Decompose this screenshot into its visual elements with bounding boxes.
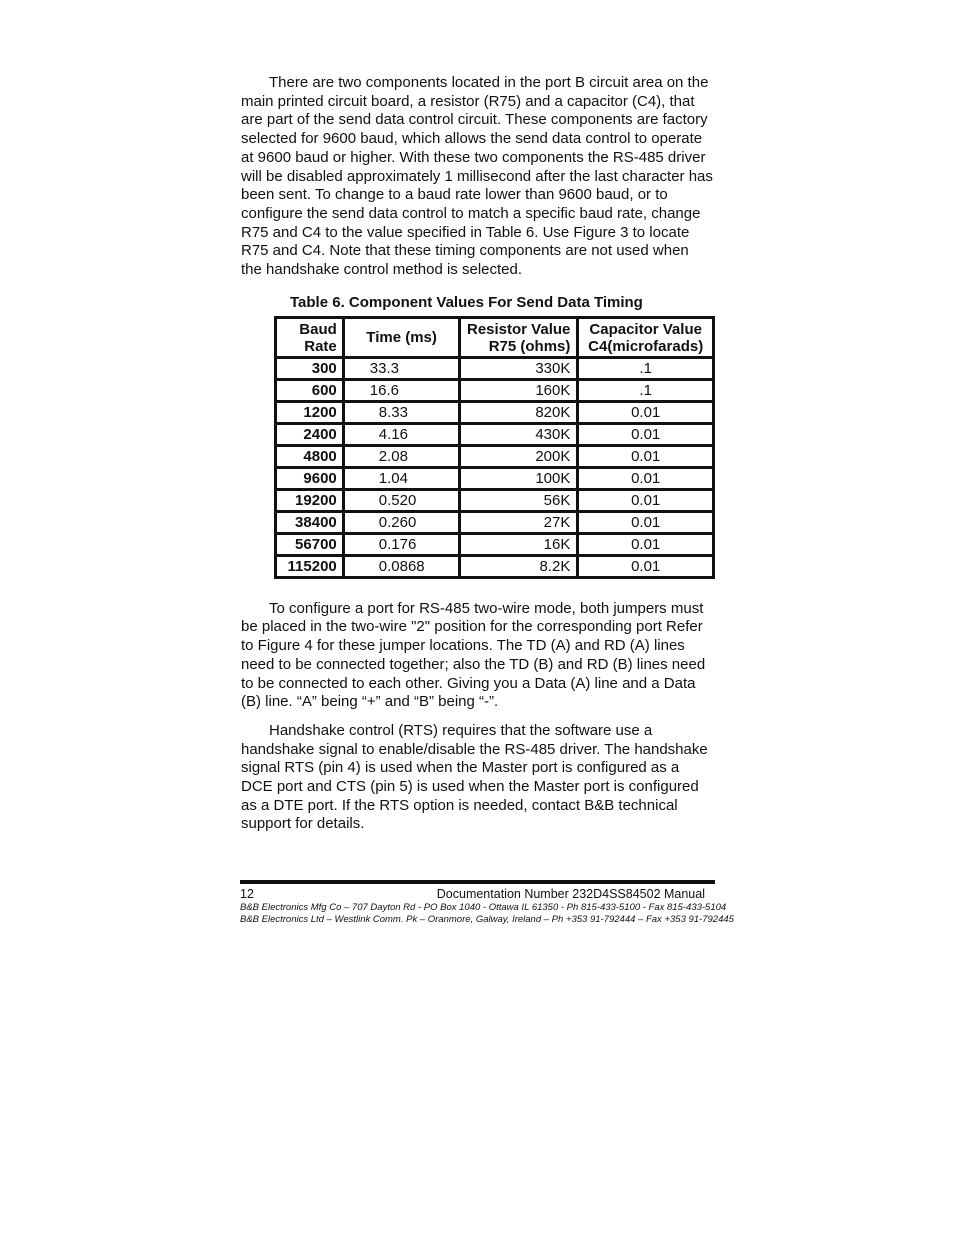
table-row bbox=[276, 533, 714, 555]
two-wire-paragraph: To configure a port for RS-485 two-wire mode, both jumpers must be placed in the two-wire "2" position for the corresponding port Refer to Figure 4 for these jumper locations. The TD (A) and RD (A) lines need to be connected together; also the TD (B) and RD (B) lines need to be connected to each other. Giving you a Data (A) line and a Data (B) line. “A” being “+” and “B” being “-”. bbox=[241, 599, 706, 711]
cell-capacitor: 0.01 bbox=[578, 533, 714, 555]
handshake-paragraph: Handshake control (RTS) requires that the software use a handshake signal to enable/disable the RS-485 driver. The handshake signal RTS (pin 4) is used when the Master port is configured as a DCE port and CTS (pin 5) is used when the Master port is configured as a DTE port. If the RTS option is needed, contact B&B technical support for details. bbox=[241, 721, 708, 833]
cell-baud: 1200 bbox=[276, 401, 344, 423]
cell-baud: 4800 bbox=[276, 445, 344, 467]
cell-time: 2.08 bbox=[343, 445, 460, 467]
cell-capacitor: 0.01 bbox=[578, 511, 714, 533]
footer-top-row bbox=[240, 887, 715, 902]
intro-paragraph: There are two components located in the port B circuit area on the main printed circuit board, a resistor (R75) and a capacitor (C4), that are part of the send data control circuit. These components are factory selected for 9600 baud, which allows the send data control to operate at 9600 baud or higher. With these two components the RS-485 driver will be disabled approximately 1 millisecond after the last character has been sent. To change to a baud rate lower than 9600 baud, or to configure the send data control to match a specific baud rate, change R75 and C4 to the value specified in Table 6. Use Figure 3 to locate R75 and C4. Note that these timing components are not used when the handshake control method is selected. bbox=[241, 74, 713, 279]
cell-time: 1.04 bbox=[343, 467, 460, 489]
cell-baud: 19200 bbox=[276, 489, 344, 511]
header-baud-line2: Rate bbox=[304, 337, 337, 355]
cell-time: 0.176 bbox=[343, 533, 460, 555]
footer-address-us: B&B Electronics Mfg Co – 707 Dayton Rd - PO Box 1040 - Ottawa IL 61350 - Ph 815-433-5100 - Fax 815-433-5104 bbox=[240, 902, 727, 913]
cell-baud: 38400 bbox=[276, 511, 344, 533]
cell-capacitor: 0.01 bbox=[578, 489, 714, 511]
table-row bbox=[276, 423, 714, 445]
document-number: Documentation Number 232D4SS84502 Manual bbox=[436, 887, 705, 901]
cell-resistor: 8.2K bbox=[460, 555, 578, 577]
cell-resistor: 200K bbox=[460, 445, 578, 467]
cell-capacitor: 0.01 bbox=[578, 445, 714, 467]
cell-baud: 115200 bbox=[276, 555, 344, 577]
cell-capacitor: 0.01 bbox=[578, 401, 714, 423]
table-row bbox=[276, 401, 714, 423]
cell-time: 4.16 bbox=[343, 423, 460, 445]
header-time-label: Time (ms) bbox=[366, 329, 437, 347]
cell-capacitor: .1 bbox=[578, 379, 714, 401]
footer-address-eu: B&B Electronics Ltd – Westlink Comm. Pk – Oranmore, Galway, Ireland – Ph +353 91-792444 – Fax +353 91-792445 bbox=[240, 913, 734, 925]
cell-baud: 56700 bbox=[276, 533, 344, 555]
cell-resistor: 160K bbox=[460, 379, 578, 401]
header-res-line2: R75 (ohms) bbox=[488, 337, 571, 355]
cell-resistor: 330K bbox=[460, 357, 578, 379]
header-time bbox=[343, 317, 460, 357]
cell-resistor: 27K bbox=[460, 511, 578, 533]
header-capacitor bbox=[578, 317, 714, 357]
cell-baud: 9600 bbox=[276, 467, 344, 489]
table-row bbox=[276, 357, 714, 379]
page-number: 12 bbox=[240, 887, 254, 901]
header-cap-line2: C4(microfarads) bbox=[588, 337, 704, 355]
page-footer bbox=[240, 880, 734, 925]
cell-baud: 300 bbox=[276, 357, 344, 379]
cell-capacitor: 0.01 bbox=[578, 423, 714, 445]
cell-time: 0.260 bbox=[343, 511, 460, 533]
table-row bbox=[276, 555, 714, 577]
table-row bbox=[276, 445, 714, 467]
cell-resistor: 820K bbox=[460, 401, 578, 423]
cell-time: 0.0868 bbox=[343, 555, 460, 577]
cell-resistor: 56K bbox=[460, 489, 578, 511]
header-cap-line1: Capacitor Value bbox=[589, 320, 702, 338]
cell-capacitor: 0.01 bbox=[578, 555, 714, 577]
cell-resistor: 430K bbox=[460, 423, 578, 445]
table-row bbox=[276, 511, 714, 533]
table-row bbox=[276, 489, 714, 511]
header-baud-rate bbox=[276, 317, 344, 357]
cell-resistor: 16K bbox=[460, 533, 578, 555]
page-content bbox=[241, 74, 715, 834]
cell-resistor: 100K bbox=[460, 467, 578, 489]
component-values-table bbox=[274, 316, 715, 579]
cell-time: 0.520 bbox=[343, 489, 460, 511]
cell-capacitor: .1 bbox=[578, 357, 714, 379]
header-baud-line1: Baud bbox=[299, 320, 337, 338]
cell-capacitor: 0.01 bbox=[578, 467, 714, 489]
cell-baud: 600 bbox=[276, 379, 344, 401]
table-row bbox=[276, 379, 714, 401]
cell-time: 16.6 bbox=[343, 379, 460, 401]
header-res-line1: Resistor Value bbox=[466, 320, 571, 338]
header-resistor bbox=[460, 317, 578, 357]
cell-time: 8.33 bbox=[343, 401, 460, 423]
cell-time: 33.3 bbox=[343, 357, 460, 379]
table-caption: Table 6. Component Values For Send Data Timing bbox=[290, 293, 643, 311]
table-row bbox=[276, 467, 714, 489]
table-header-row bbox=[276, 317, 714, 357]
cell-baud: 2400 bbox=[276, 423, 344, 445]
